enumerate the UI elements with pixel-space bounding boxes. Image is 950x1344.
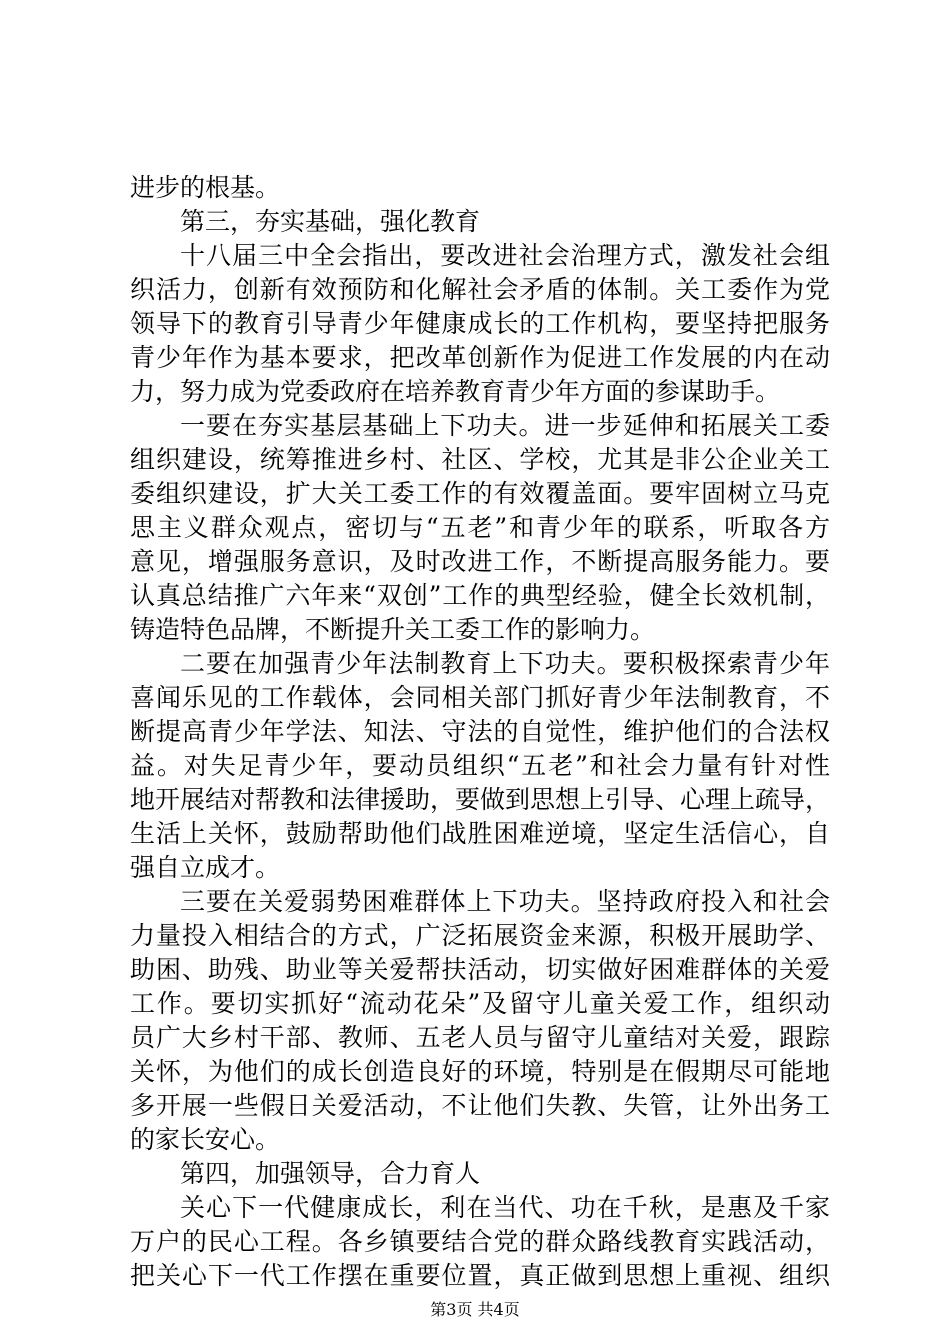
text-line: 生活上关怀，鼓励帮助他们战胜困难逆境，坚定生活信心，自 [130, 819, 830, 848]
text-line: 青少年作为基本要求，把改革创新作为促进工作发展的内在动 [130, 343, 830, 372]
text-line: 喜闻乐见的工作载体，会同相关部门抓好青少年法制教育，不 [130, 683, 830, 712]
text-line: 一要在夯实基层基础上下功夫。进一步延伸和拓展关工委 [180, 411, 830, 440]
text-line: 意见，增强服务意识，及时改进工作，不断提高服务能力。要 [130, 547, 830, 576]
text-line: 力，努力成为党委政府在培养教育青少年方面的参谋助手。 [130, 377, 781, 406]
text-line: 的家长安心。 [130, 1125, 281, 1154]
text-line: 关怀，为他们的成长创造良好的环境，特别是在假期尽可能地 [130, 1057, 830, 1086]
text-line: 把关心下一代工作摆在重要位置，真正做到思想上重视、组织 [130, 1261, 830, 1290]
text-line: 断提高青少年学法、知法、守法的自觉性，维护他们的合法权 [130, 717, 830, 746]
section-heading: 第三，夯实基础，强化教育 [180, 207, 481, 236]
text-line: 领导下的教育引导青少年健康成长的工作机构，要坚持把服务 [130, 309, 830, 338]
text-line: 万户的民心工程。各乡镇要结合党的群众路线教育实践活动， [130, 1227, 830, 1256]
text-line: 工作。要切实抓好“流动花朵”及留守儿童关爱工作，组织动 [130, 989, 830, 1018]
text-line: 地开展结对帮教和法律援助，要做到思想上引导、心理上疏导， [130, 785, 830, 814]
text-line: 二要在加强青少年法制教育上下功夫。要积极探索青少年 [180, 649, 830, 678]
text-line: 织活力，创新有效预防和化解社会矛盾的体制。关工委作为党 [130, 275, 830, 304]
text-line: 三要在关爱弱势困难群体上下功夫。坚持政府投入和社会 [180, 887, 830, 916]
text-line: 多开展一些假日关爱活动，不让他们失教、失管，让外出务工 [130, 1091, 830, 1120]
text-line: 铸造特色品牌，不断提升关工委工作的影响力。 [130, 615, 656, 644]
text-line: 认真总结推广六年来“双创”工作的典型经验，健全长效机制， [130, 581, 830, 610]
page-number-footer: 第3页 共4页 [430, 1300, 520, 1319]
text-line: 强自立成才。 [130, 853, 281, 882]
text-line: 十八届三中全会指出，要改进社会治理方式，激发社会组 [180, 241, 830, 270]
text-line: 进步的根基。 [130, 173, 281, 202]
text-line: 委组织建设，扩大关工委工作的有效覆盖面。要牢固树立马克 [130, 479, 830, 508]
text-line: 助困、助残、助业等关爱帮扶活动，切实做好困难群体的关爱 [130, 955, 830, 984]
text-line: 益。对失足青少年，要动员组织“五老”和社会力量有针对性 [130, 751, 830, 780]
text-line: 员广大乡村干部、教师、五老人员与留守儿童结对关爱，跟踪 [130, 1023, 830, 1052]
text-line: 力量投入相结合的方式，广泛拓展资金来源，积极开展助学、 [130, 921, 830, 950]
text-line: 思主义群众观点，密切与“五老”和青少年的联系，听取各方 [130, 513, 830, 542]
text-line: 关心下一代健康成长，利在当代、功在千秋，是惠及千家 [180, 1193, 830, 1222]
section-heading: 第四，加强领导，合力育人 [180, 1159, 481, 1188]
text-line: 组织建设，统筹推进乡村、社区、学校，尤其是非公企业关工 [130, 445, 830, 474]
